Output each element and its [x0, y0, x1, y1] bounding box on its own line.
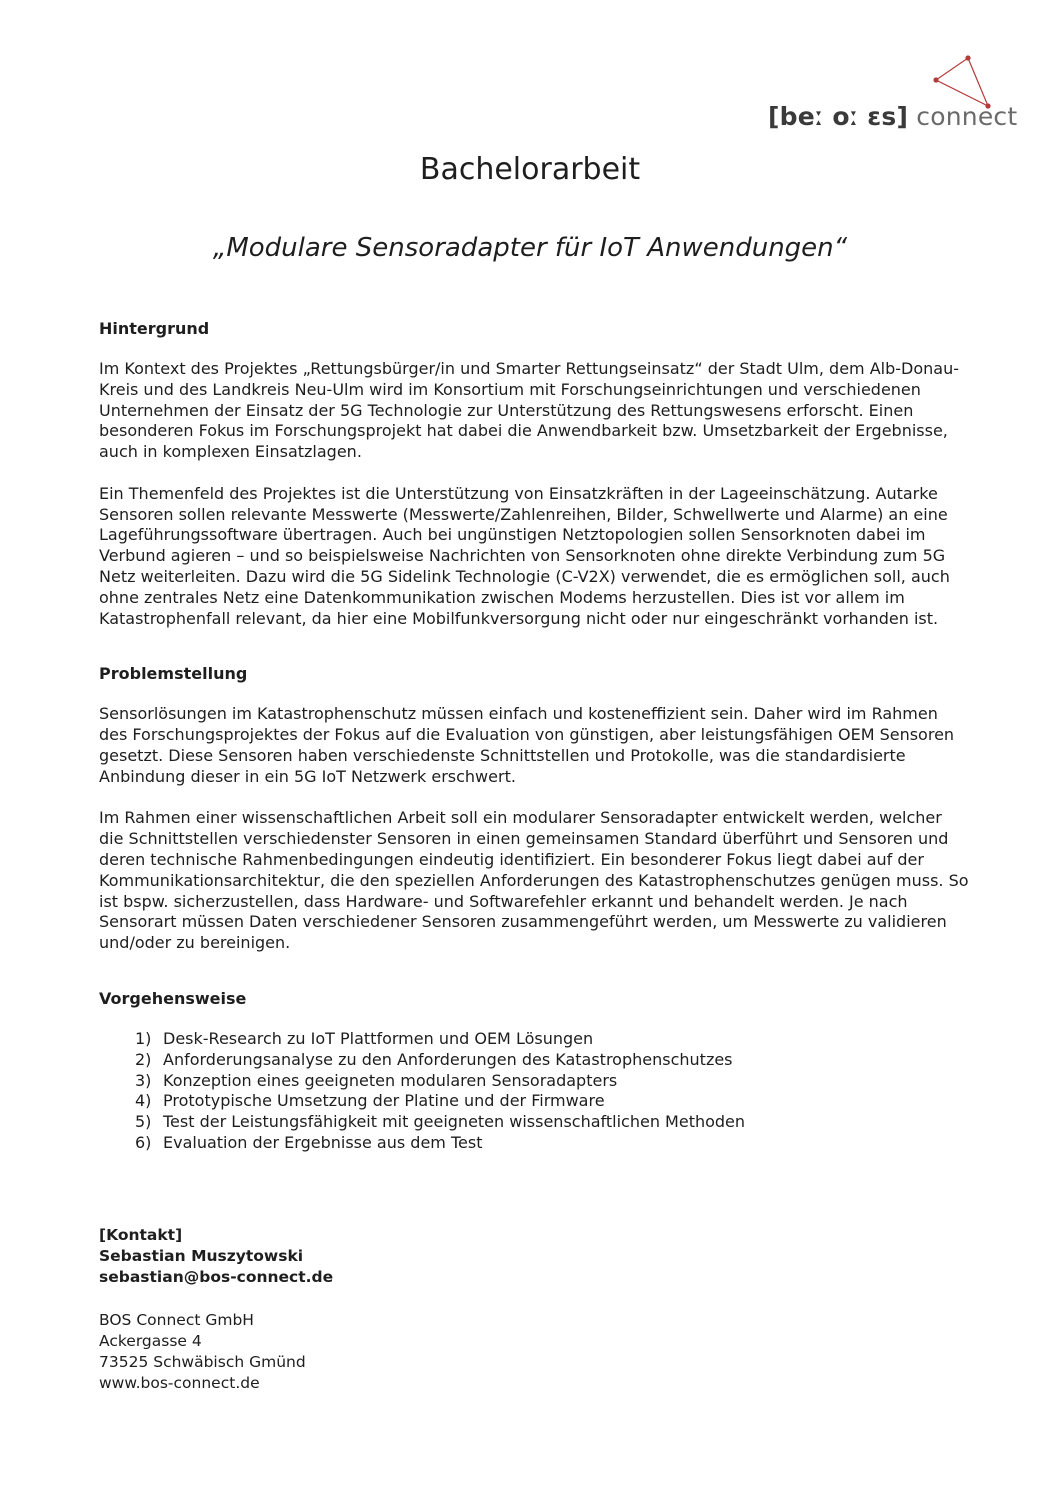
section-heading: Hintergrund	[99, 319, 210, 338]
list-text: Desk-Research zu IoT Plattformen und OEM Lösungen	[163, 1028, 594, 1048]
list-item	[135, 1091, 969, 1112]
section-heading: Problemstellung	[99, 664, 248, 684]
logo-bracket-text: [beː oː ɛs]	[768, 102, 909, 131]
paragraph: Sensorlösungen im Katastrophenschutz müssen einfach und kosteneffizient sein. Daher wird im Rahmen des Forschungsprojektes der Fokus auf die Evaluation von günstigen, aber leistungsfähigen OEM Sensoren gesetzt. Diese Sensoren haben verschiedenste Schnittstellen und Protokolle, was die standardisierte Anbindung dieser in ein 5G IoT Netzwerk erschwert.	[99, 704, 955, 786]
website-link[interactable]: www.bos-connect.de	[99, 1374, 260, 1392]
section-vorgehensweise	[99, 988, 969, 1154]
contact-label: [Kontakt]	[99, 1226, 183, 1244]
list-item	[135, 1050, 969, 1071]
contact-email[interactable]: sebastian@bos-connect.de	[99, 1268, 334, 1286]
logo-text	[768, 102, 1017, 131]
list-number: 3)	[135, 1070, 152, 1090]
list-item	[135, 1112, 969, 1133]
city-address: 73525 Schwäbisch Gmünd	[99, 1353, 306, 1371]
document-body	[99, 318, 969, 1184]
list-number: 5)	[135, 1112, 152, 1132]
logo-word: connect	[916, 102, 1018, 131]
list-item	[135, 1029, 969, 1050]
company-name: BOS Connect GmbH	[99, 1311, 254, 1329]
list-text: Test der Leistungsfähigkeit mit geeigneten wissenschaftlichen Methoden	[163, 1112, 746, 1132]
company-logo	[760, 52, 1018, 142]
section-heading: Vorgehensweise	[99, 988, 247, 1008]
section-problemstellung	[99, 663, 969, 954]
list-item	[135, 1071, 969, 1092]
contact-block	[99, 1225, 333, 1288]
paragraph: Im Rahmen einer wissenschaftlichen Arbeit soll ein modularer Sensoradapter entwickelt werden, welcher die Schnittstellen verschiedenster Sensoren in einen gemeinsamen Standard überführt und Sensoren und deren technische Rahmenbedingungen eindeutig identifiziert. Ein besonderer Fokus liegt dabei auf der Kommunikationsarchitektur, die den speziellen Anforderungen des Katastrophenschutzes genügen muss. So ist bspw. sicherzustellen, dass Hardware- und Softwarefehler erkannt und behandelt werden. Je nach Sensorart müssen Daten verschiedener Sensoren zusammengeführt werden, um Messwerte zu validieren und/oder zu bereinigen.	[99, 808, 969, 953]
list-text: Anforderungsanalyse zu den Anforderungen des Katastrophenschutzes	[163, 1049, 733, 1069]
list-number: 1)	[135, 1028, 152, 1048]
steps-list	[99, 1029, 969, 1154]
list-text: Evaluation der Ergebnisse aus dem Test	[163, 1132, 483, 1152]
list-number: 2)	[135, 1049, 152, 1069]
address-block	[99, 1310, 306, 1394]
list-number: 4)	[135, 1091, 152, 1111]
document-subtitle: „Modulare Sensoradapter für IoT Anwendungen“	[212, 233, 848, 263]
list-item	[135, 1133, 969, 1154]
document-title: Bachelorarbeit	[419, 152, 641, 187]
paragraph: Im Kontext des Projektes „Rettungsbürger/in und Smarter Rettungseinsatz“ der Stadt Ulm, dem Alb-Donau-Kreis und des Landkreis Neu-Ulm wird im Konsortium mit Forschungseinrichtungen und verschiedenen Unternehmen der Einsatz der 5G Technologie zur Unterstützung des Rettungswesens erforscht. Einen besonderen Fokus im Forschungsprojekt hat dabei die Anwendbarkeit bzw. Umsetzbarkeit der Ergebnisse, auch in komplexen Einsatzlagen.	[99, 359, 959, 462]
paragraph: Ein Themenfeld des Projektes ist die Unterstützung von Einsatzkräften in der Lageeinschätzung. Autarke Sensoren sollen relevante Messwerte (Messwerte/Zahlenreihen, Bilder, Schwellwerte und Alarme) an eine Lageführungssoftware übertragen. Auch bei ungünstigen Netztopologien sollen Sensorknoten dabei im Verbund agieren – und so beispielsweise Nachrichten von Sensorknoten ohne direkte Verbindung zum 5G Netz weiterleiten. Dazu wird die 5G Sidelink Technologie (C-V2X) verwendet, die es ermöglichen soll, auch ohne zentrales Netz eine Datenkommunikation zwischen Modems herzustellen. Dies ist vor allem im Katastrophenfall relevant, da hier eine Mobilfunkversorgung nicht oder nur eingeschränkt vorhanden ist.	[99, 483, 950, 628]
list-number: 6)	[135, 1132, 152, 1152]
list-text: Konzeption eines geeigneten modularen Sensoradapters	[163, 1070, 618, 1090]
section-hintergrund	[99, 318, 969, 629]
street-address: Ackergasse 4	[99, 1332, 202, 1350]
list-text: Prototypische Umsetzung der Platine und der Firmware	[163, 1091, 605, 1111]
contact-name: Sebastian Muszytowski	[99, 1247, 304, 1265]
